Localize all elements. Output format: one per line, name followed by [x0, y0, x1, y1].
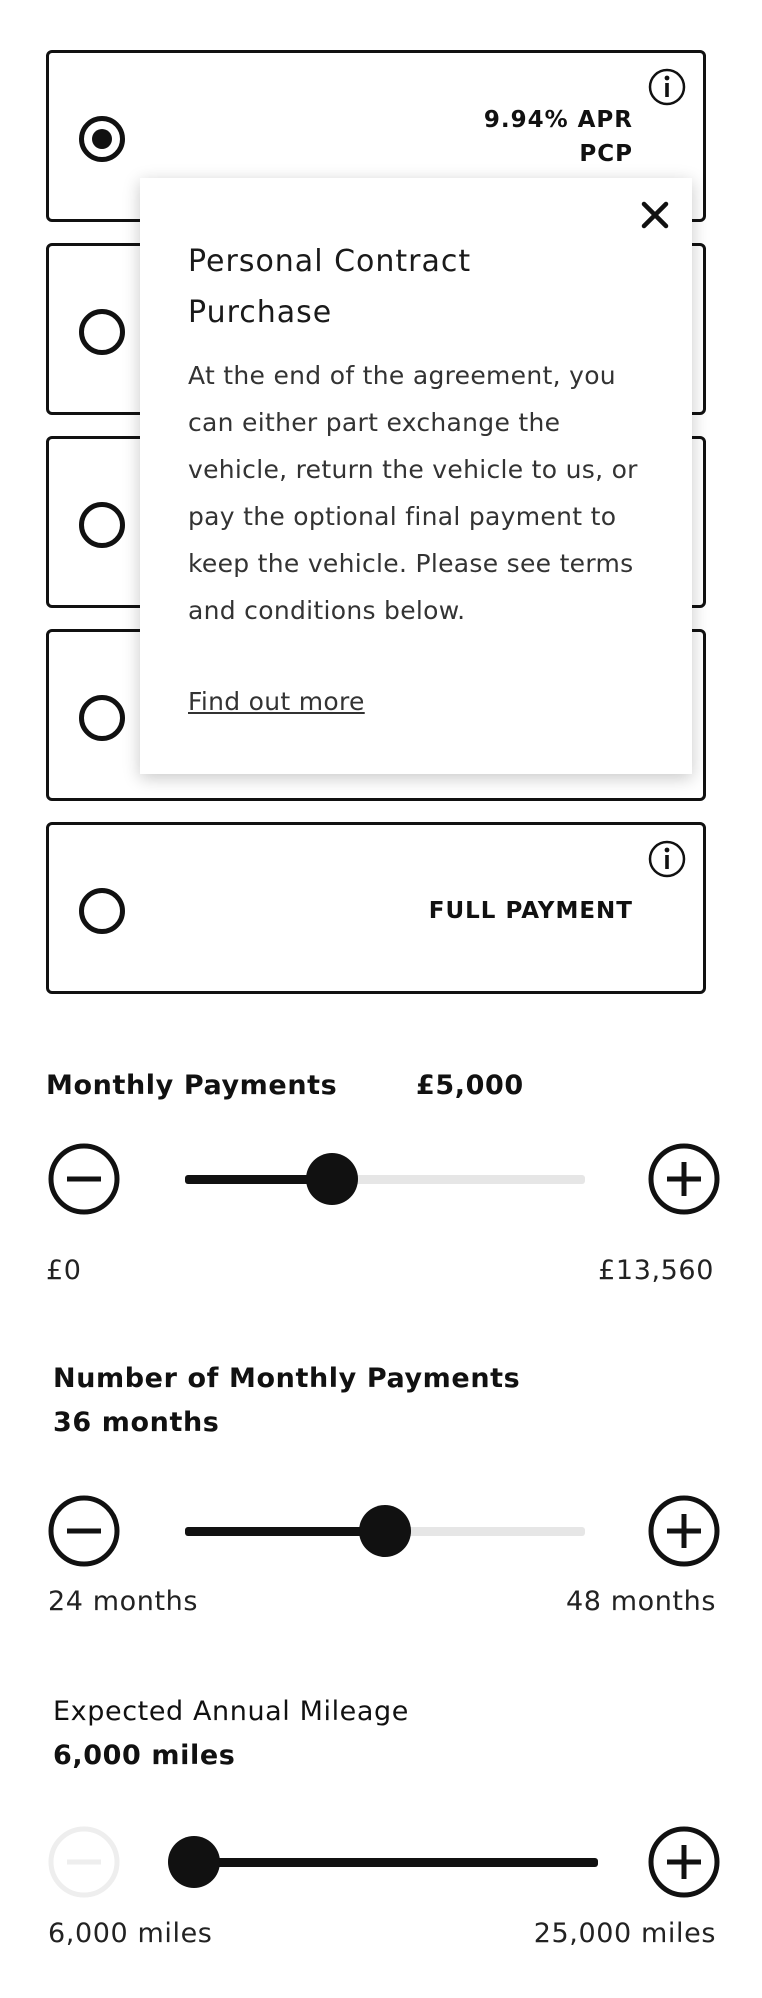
plus-icon[interactable]: [646, 1824, 722, 1900]
num-payments-slider-fill: [185, 1527, 385, 1536]
minus-icon[interactable]: [46, 1141, 122, 1217]
mileage-max-label: 25,000 miles: [533, 1918, 716, 1949]
plus-icon[interactable]: [646, 1141, 722, 1217]
num-payments-label: Number of Monthly Payments: [53, 1363, 521, 1394]
minus-icon-disabled: [46, 1824, 122, 1900]
full-payment-label: FULL PAYMENT: [428, 898, 633, 924]
radio-selected-icon[interactable]: [79, 116, 125, 162]
monthly-payments-label: Monthly Payments: [46, 1070, 338, 1101]
plus-icon[interactable]: [646, 1493, 722, 1569]
monthly-payments-slider-track[interactable]: [185, 1175, 585, 1184]
finance-type-label: PCP: [579, 141, 633, 167]
mileage-slider-thumb[interactable]: [168, 1836, 220, 1888]
monthly-payments-max-label: £13,560: [598, 1255, 714, 1286]
radio-icon[interactable]: [79, 309, 125, 355]
popover-body: At the end of the agreement, you can either part exchange the vehicle, return the vehicle to us, or pay the optional final payment to keep the vehicle. Please see terms and conditions below.: [188, 361, 638, 625]
pcp-info-popover: [140, 178, 692, 774]
monthly-payments-min-label: £0: [46, 1255, 82, 1286]
num-payments-slider-track[interactable]: [185, 1527, 585, 1536]
mileage-value: 6,000 miles: [53, 1740, 236, 1771]
minus-icon[interactable]: [46, 1493, 122, 1569]
apr-rate: 9.94% APR: [483, 107, 633, 133]
radio-icon[interactable]: [79, 695, 125, 741]
info-icon[interactable]: [647, 67, 687, 107]
num-payments-slider-thumb[interactable]: [359, 1505, 411, 1557]
info-icon[interactable]: [647, 839, 687, 879]
num-payments-max-label: 48 months: [565, 1586, 716, 1617]
close-icon[interactable]: [638, 198, 672, 232]
monthly-payments-slider-thumb[interactable]: [306, 1153, 358, 1205]
mileage-min-label: 6,000 miles: [48, 1918, 213, 1949]
num-payments-value: 36 months: [53, 1407, 220, 1438]
find-out-more-link[interactable]: Find out more: [188, 687, 365, 716]
popover-title: Personal Contract Purchase: [188, 244, 472, 330]
num-payments-min-label: 24 months: [48, 1586, 199, 1617]
finance-option-full-payment[interactable]: [46, 822, 706, 994]
radio-icon[interactable]: [79, 502, 125, 548]
mileage-slider-track[interactable]: [194, 1858, 598, 1867]
radio-icon[interactable]: [79, 888, 125, 934]
mileage-label: Expected Annual Mileage: [53, 1696, 409, 1727]
monthly-payments-value: £5,000: [416, 1070, 524, 1101]
